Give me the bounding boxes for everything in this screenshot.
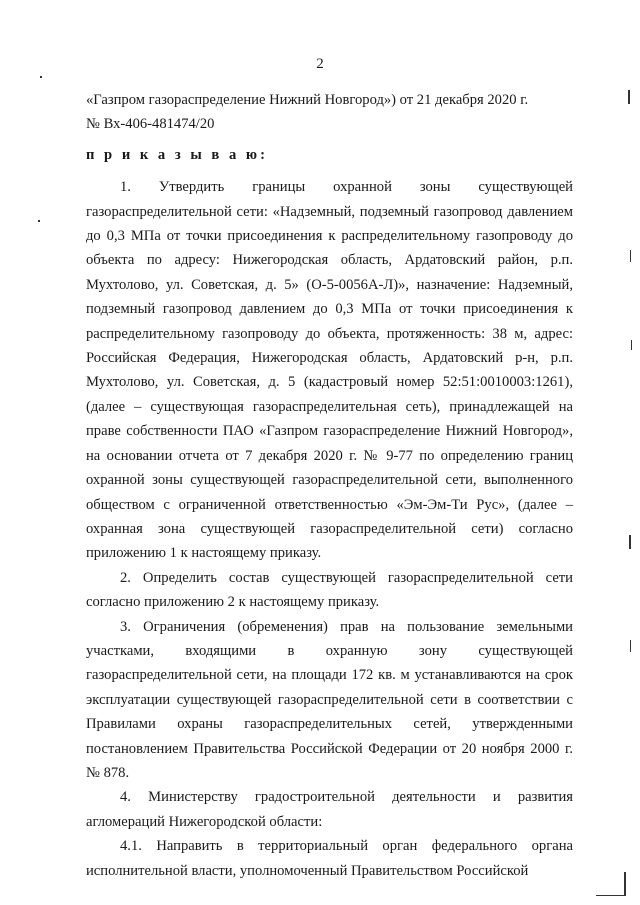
scan-mark: [630, 640, 631, 652]
paragraph-number: 4.: [120, 789, 131, 806]
intro-text: «Газпром газораспределение Нижний Новгород») от 21 декабря 2020 г.: [86, 92, 529, 108]
paragraph-number: 2.: [120, 569, 131, 586]
order-word: п р и к а з ы в а ю:: [86, 146, 268, 163]
scan-mark: [631, 340, 632, 350]
paragraph-2: [86, 566, 573, 615]
paragraph-text: Ограничения (обременения) прав на пользование земельными участками, входящими в охранную зону существующей газораспределительной сети, на площади 172 кв. м устанавливаются на срок эксплуатации существующей газораспределительной сети в соответствии с Правилами охраны газораспределительных сетей, утвержденными постановлением Правительства Российской Федерации от 20 ноября 2000 г. № 878.: [86, 618, 573, 781]
scan-mark: [624, 872, 626, 896]
scan-mark: [596, 895, 626, 896]
paragraph-text: Утвердить границы охранной зоны существующей газораспределительной сети: «Надземный, подземный газопровод давлением до 0,3 МПа от точки присоединения к распределительному газопроводу до объекта по адресу: Нижегородская область, Ардатовский район, р.п. Мухтолово, ул. Советская, д. 5» (О-5-0056А-Л)», назначение: Надземный, подземный газопровод давлением до 0,3 МПа от точки присоединения к распределительному газопроводу до объекта, протяженность: 38 м, адрес: Российская Федерация, Нижегородская область, Ардатовский р-н, р.п. Мухтолово, ул. Советская, д. 5 (кадастровый номер 52:51:0010003:1261), (далее – существующая газораспределительная сеть), принадлежащей на праве собственности ПАО «Газпром газораспределение Нижний Новгород», на основании отчета от 7 декабря 2020 г. № 9-77 по определению границ охранной зоны существующей газораспределительной сети, выполненного обществом с ограниченной ответственностью «Эм-Эм-Ти Рус», (далее – охранная зона существующей газораспределительной сети) согласно приложению 1 к настоящему приказу.: [86, 179, 573, 562]
paragraph-4: [86, 785, 573, 834]
paragraph-text: Министерству градостроительной деятельности и развития агломераций Нижегородской области:: [86, 789, 573, 830]
document-body: [86, 88, 573, 883]
paragraph-text: Определить состав существующей газораспределительной сети согласно приложению 2 к настоящему приказу.: [86, 569, 573, 611]
scan-mark: [629, 535, 631, 549]
page-number: 2: [316, 56, 324, 72]
paragraph-number: 1.: [120, 179, 131, 196]
paragraph-3: [86, 615, 573, 786]
scan-mark: [630, 250, 631, 262]
scan-mark: [628, 90, 630, 104]
paragraph-text: Направить в территориальный орган федерального органа исполнительной власти, уполномоченный Правительством Российской: [86, 838, 573, 879]
paragraph-number: 4.1.: [120, 838, 142, 855]
paragraph-1: [86, 175, 573, 566]
intro-reference: № Вх-406-481474/20: [86, 116, 215, 133]
scan-mark: [38, 220, 40, 222]
paragraph-4-1: [86, 834, 573, 883]
scan-mark: [40, 76, 42, 78]
paragraph-number: 3.: [120, 618, 131, 635]
